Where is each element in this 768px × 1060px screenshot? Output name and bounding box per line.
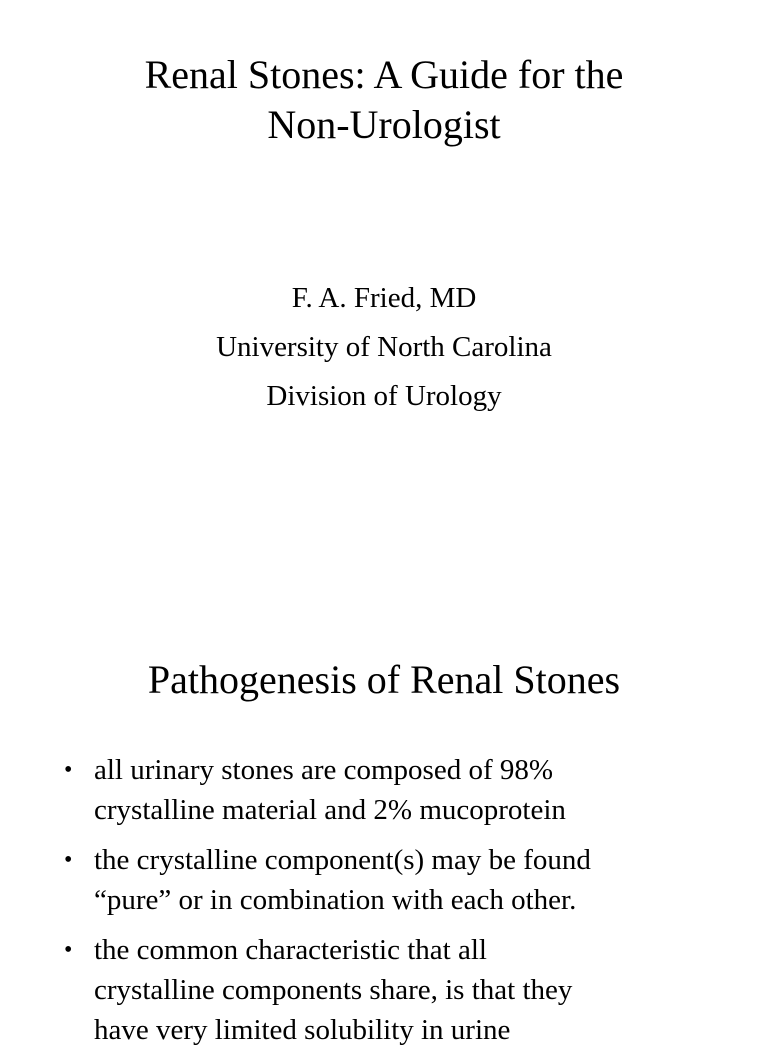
bullet-icon: • [64,847,73,873]
content-slide [0,560,768,1046]
bullet-text-line: crystalline material and 2% mucoprotein [94,794,566,826]
author-name: F. A. Fried, MD [291,282,477,314]
bullet-text-line: crystalline components share, is that they [94,974,573,1006]
bullet-text-line: all urinary stones are composed of 98% [94,754,554,786]
title-line: Renal Stones: A Guide for the [144,52,624,97]
bullet-item [0,750,768,830]
bullet-text-line: the common characteristic that all [94,934,487,966]
bullet-icon: • [64,937,73,963]
presentation-title [0,50,768,150]
author-block [0,274,768,421]
bullet-text-line: “pure” or in combination with each other. [94,884,577,916]
department: Division of Urology [266,380,502,412]
bullet-item [0,840,768,920]
bullet-list [0,750,768,1060]
bullet-text-line: have very limited solubility in urine [94,1014,511,1046]
title-line: Non-Urologist [267,102,501,147]
bullet-item [0,930,768,1050]
institution: University of North Carolina [216,331,552,363]
bullet-text-line: the crystalline component(s) may be found [94,844,591,876]
bullet-icon: • [64,757,73,783]
slide-title: Pathogenesis of Renal Stones [147,657,621,702]
